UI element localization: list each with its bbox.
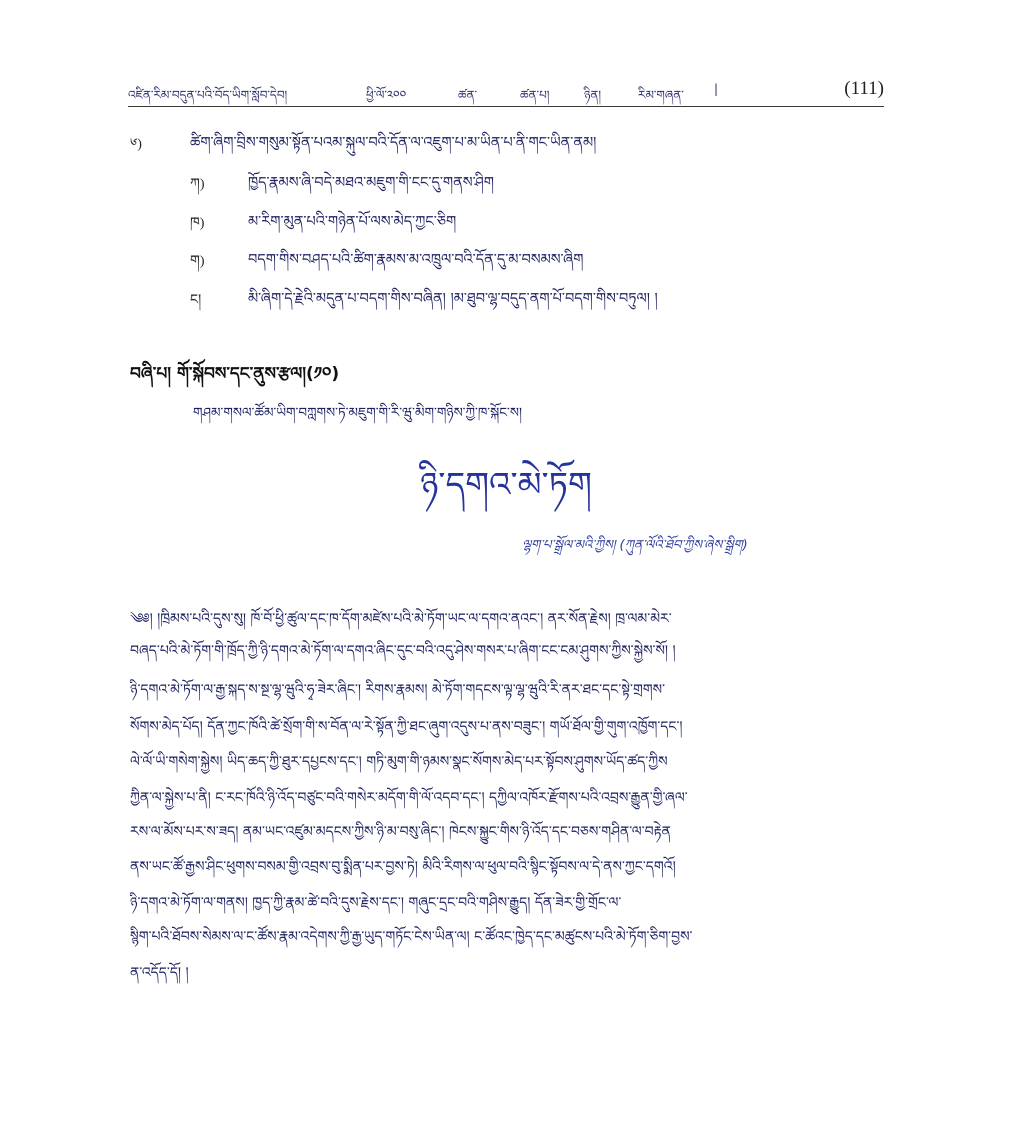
header-divider: |: [714, 82, 719, 96]
option-label: ང།: [190, 293, 202, 308]
header-lesson: ཉིན།: [584, 88, 602, 102]
body-line: བཞད་པའི་མེ་ཏོག་གི་ཁྲོད་ཀྱི་ཉི་དགའ་མེ་ཏོག་ལ་དགའ་ཞིང་དུང་བའི་འདུ་ཤེས་གསར་པ་ཞིག་ངང་ངམ་ཤུགས་ཀྱིས་སྐྱེས་སོ། །: [130, 643, 676, 659]
header-unit: ཚན་: [458, 88, 478, 102]
body-line: ཉི་དགའ་མེ་ཏོག་ལ་རྒྱ་སྐད་ས་སྔ་ལྷ་ཝུའི་ཧྭ་ཟེར་ཞིང་། རིགས་རྣམས། མེ་ཏོག་གདངས་ལྟ་ལྷ་ཝུའི་རི་ནར་ཐང་དང་སྟེ་གྲགས་: [130, 682, 666, 698]
poem-title: ཉི་དགའ་མེ་ཏོག: [420, 465, 592, 505]
header-chapter: ཚན་པ།: [520, 88, 550, 102]
section-lead: གཤམ་གསལ་ཚོམ་ཡིག་བཀླགས་ཏེ་མཇུག་གི་རི་ཝུ་མིག་གཉིས་ཀྱི་ཁ་སྐོང་ས།: [193, 405, 522, 421]
body-line: རས་ལ་མོས་པར་ས་ཟད། ནམ་ཡང་འཛུམ་མདངས་ཀྱིས་ཉི་མ་བསུ་ཞིང་། ཁེངས་སྐྱུང་གིས་ཉི་འོད་དང་བཅས་གཤིན་ལ་བརྟེན: [130, 824, 671, 840]
body-line: ཀྱིན་ལ་སྐྱེས་པ་ནི། ང་རང་ཁོའི་ཉི་འོད་བཙུང་བའི་གསེར་མདོག་གི་ལོ་འདབ་དང་། དཀྱིལ་འཁོར་རྫོགས་པའི་འབྲས་རྒྱུན་གྱི་ཞལ་: [130, 790, 688, 806]
section-heading: བཞི་པ། གོ་སྐོབས་དང་ནུས་རྩལ།(༡༠): [130, 364, 340, 384]
body-line: ཉི་དགའ་མེ་ཏོག་ལ་གནས། ཁྱད་ཀྱི་རྣམ་ཚེ་བའི་དུས་རྗེས་དང་། གཞུང་དྲང་བའི་གཤིས་རྒྱུད། དོན་ཟེར་གྱི་གྲོང་ལ་: [130, 895, 622, 911]
option-text: མི་ཞིག་དེ་རྗེའི་མདུན་པ་བདག་གིས་བཞིན། །མ་ཐུབ་ལྷ་བདུད་ནག་པོ་བདག་གིས་བཏུལ། །: [248, 291, 658, 307]
question-number: ༦): [130, 137, 142, 152]
body-line: ༄༅། །ཁྲིམས་པའི་དུས་སུ། ཁོ་བོ་ཕྱི་ཚུལ་དང་ཁ་དོག་མཛེས་པའི་མེ་ཏོག་ཡང་ལ་དགའ་ནའང་། ནར་སོན་རྗེས། ཁྲ་ལམ་མེར་: [130, 611, 672, 627]
body-line: ལེ་ལོ་ཡི་གསེག་སྐྱེས། ཡིད་ཆད་ཀྱི་ཐུར་དཔྱངས་དང་། གཏི་མུག་གི་ཉམས་སྣང་སོགས་མེད་པར་སྟོབས་ཤུགས་ཡོད་ཚད་ཀྱིས: [130, 754, 668, 770]
option-text: མ་རིག་མུན་པའི་གཉེན་པོ་ལས་མེད་ཀྱང་ཅིག: [248, 214, 457, 230]
option-text: ཁྱོད་རྣམས་ཞི་བདེ་མཐའ་མཇུག་གི་ངང་དུ་གནས་ཤིག: [248, 175, 494, 191]
page-number: (111): [844, 78, 884, 99]
body-line: སྙིག་པའི་ཐོབས་སེམས་ལ་ང་ཚོས་རྣམ་འདེགས་ཀྱི་རྒྱ་ཡུད་གཏོང་ངེས་ཡིན་ལ། ང་ཚོའང་ཁྱེད་དང་མཚུངས་པའི་མེ་ཏོག་ཅིག་བྱས་: [130, 929, 693, 945]
option-label: ཁ): [190, 216, 205, 231]
running-header: [128, 80, 884, 107]
option-label: ག): [190, 254, 205, 269]
option-label: ཀ): [190, 177, 205, 192]
header-grade: ཕྱི་ལོ་༢༠༠: [366, 88, 407, 102]
poem-author: ལྷག་པ་སྒྲོལ་མའི་ཀྱིས། (ཀུན་ལོའི་ཐོབ་ཀྱིས་ཞེས་སྒྲིག): [522, 538, 748, 553]
question-text: ཚིག་ཞིག་བྲིས་གསུམ་སྟོན་པའམ་སྐུལ་བའི་དོན་ལ་འཇུག་པ་མ་ཡིན་པ་ནི་གང་ཡིན་ནམ།: [190, 135, 597, 151]
header-sub: རིམ་གཞན་: [638, 88, 684, 102]
header-book-title: འཛིན་རིམ་བདུན་པའི་བོད་ཡིག་སློབ་དེབ།: [128, 88, 288, 102]
option-text: བདག་གིས་བཤད་པའི་ཚིག་རྣམས་མ་འཁྲུལ་བའི་དོན་དུ་མ་བསམས་ཞིག: [248, 252, 584, 268]
body-line: ནས་ཡང་ཚོ་རྒྱས་ཤིང་ཕུགས་བསམ་གྱི་འབྲས་བུ་སྨིན་པར་བྱས་ཏེ། མིའི་རིགས་ལ་ཕུལ་བའི་སྙིང་སྟོབས་ལ་དེ་ནས་ཀྱང་དགའོ།: [130, 859, 676, 875]
body-line: སོགས་མེད་པོད། དོན་ཀྱང་ཁོའི་ཚེ་སྲོག་གི་ས་བོན་ལ་རེ་སྟོན་ཀྱི་ཐང་ཞུག་འདུས་པ་ནས་བཟུང་། གཡོ་ཐོལ་གྱི་གུག་འཁྱོག་དང་།: [130, 719, 683, 735]
body-line: ན་འདོད་དོ། །: [130, 965, 189, 981]
